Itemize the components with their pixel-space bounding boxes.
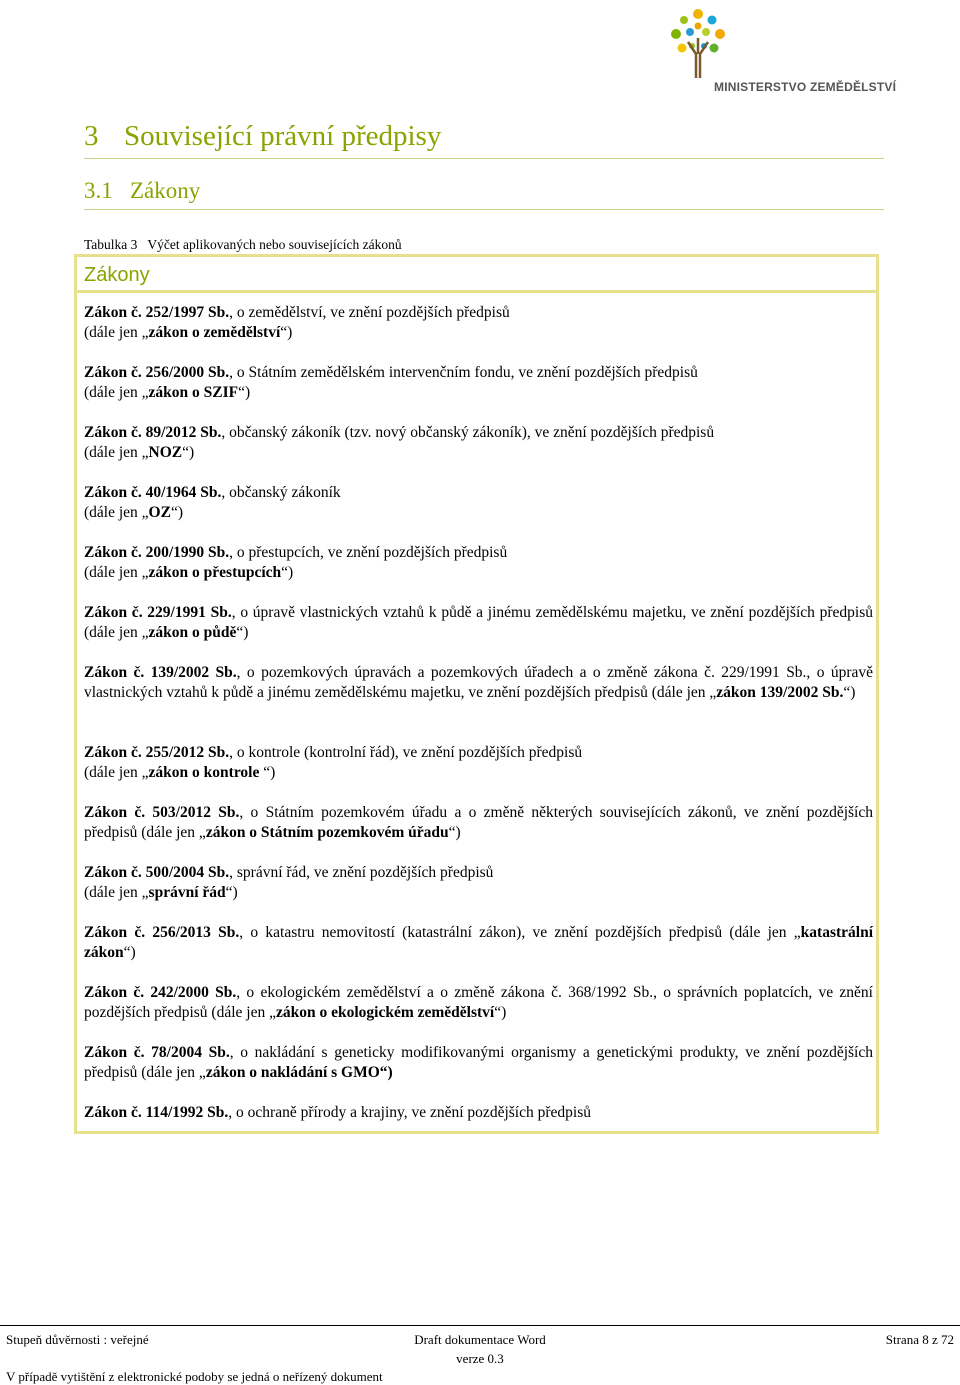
subsection-heading <box>84 178 884 210</box>
ministry-logo <box>668 8 950 100</box>
caption-label: Tabulka 3 <box>84 237 138 252</box>
law-entry: Zákon č. 256/2013 Sb., o katastru nemovitostí (katastrální zákon), ve znění pozdějších předpisů (dále jen „katastrální zákon“) <box>84 924 873 961</box>
law-entry: Zákon č. 78/2004 Sb., o nakládání s geneticky modifikovanými organismy a genetickými produkty, ve znění pozdějších předpisů (dále jen „zákon o nakládání s GMO“) <box>84 1044 873 1081</box>
laws-list <box>84 303 873 1143</box>
section-title: Související právní předpisy <box>124 120 442 152</box>
page-footer <box>0 1325 960 1385</box>
footer-notice: V případě vytištění z elektronické podoby se jedná o neřízený dokument <box>6 1369 383 1384</box>
law-entry: Zákon č. 200/1990 Sb., o přestupcích, ve znění pozdějších předpisů (dále jen „zákon o přestupcích“) <box>84 544 508 581</box>
footer-confidentiality: Stupeň důvěrnosti : veřejné <box>6 1332 149 1347</box>
caption-text: Výčet aplikovaných nebo souvisejících zákonů <box>147 237 402 252</box>
footer-version: verze 0.3 <box>456 1351 504 1366</box>
table-header: Zákony <box>84 264 150 286</box>
footer-page-number: Strana 8 z 72 <box>885 1332 954 1347</box>
subsection-number: 3.1 <box>84 178 113 203</box>
law-entry: Zákon č. 503/2012 Sb., o Státním pozemkovém úřadu a o změně některých souvisejících zákonů, ve znění pozdějších předpisů (dále jen „zákon o Státním pozemkovém úřadu“) <box>84 804 873 841</box>
section-number: 3 <box>84 120 99 152</box>
law-entry: Zákon č. 114/1992 Sb., o ochraně přírody a krajiny, ve znění pozdějších předpisů <box>84 1104 591 1121</box>
law-entry: Zákon č. 89/2012 Sb., občanský zákoník (tzv. nový občanský zákoník), ve znění pozdějších předpisů (dále jen „NOZ“) <box>84 424 715 461</box>
table-header-divider <box>74 290 879 293</box>
section-heading <box>84 120 884 159</box>
footer-doc-title: Draft dokumentace Word <box>414 1332 546 1347</box>
law-entry: Zákon č. 256/2000 Sb., o Státním zemědělském intervenčním fondu, ve znění pozdějších předpisů (dále jen „zákon o SZIF“) <box>84 364 698 401</box>
law-entry: Zákon č. 229/1991 Sb., o úpravě vlastnických vztahů k půdě a jinému zemědělskému majetku, ve znění pozdějších předpisů (dále jen „zákon o půdě“) <box>84 604 873 641</box>
footer-divider <box>0 1325 960 1326</box>
law-entry: Zákon č. 40/1964 Sb., občanský zákoník (dále jen „OZ“) <box>84 484 341 521</box>
subsection-title: Zákony <box>130 178 201 203</box>
tree-logo-icon <box>668 8 728 80</box>
law-entry: Zákon č. 255/2012 Sb., o kontrole (kontrolní řád), ve znění pozdějších předpisů (dále jen „zákon o kontrole “) <box>84 744 583 781</box>
law-entry: Zákon č. 500/2004 Sb., správní řád, ve znění pozdějších předpisů (dále jen „správní řád“) <box>84 864 494 901</box>
law-entry: Zákon č. 242/2000 Sb., o ekologickém zemědělství a o změně zákona č. 368/1992 Sb., o správních poplatcích, ve znění pozdějších předpisů (dále jen „zákon o ekologickém zemědělství“) <box>84 984 873 1021</box>
law-entry: Zákon č. 139/2002 Sb., o pozemkových úpravách a pozemkových úřadech a o změně zákona č. 229/1991 Sb., o úpravě vlastnických vztahů k půdě a jinému zemědělskému majetku, ve znění pozdějších předpisů (dále jen „zákon 139/2002 Sb.“) <box>84 664 874 701</box>
law-entry: Zákon č. 252/1997 Sb., o zemědělství, ve znění pozdějších předpisů (dále jen „zákon o zemědělství“) <box>84 304 510 341</box>
ministry-name: MINISTERSTVO ZEMĚDĚLSTVÍ <box>714 80 897 94</box>
table-caption <box>84 237 402 253</box>
